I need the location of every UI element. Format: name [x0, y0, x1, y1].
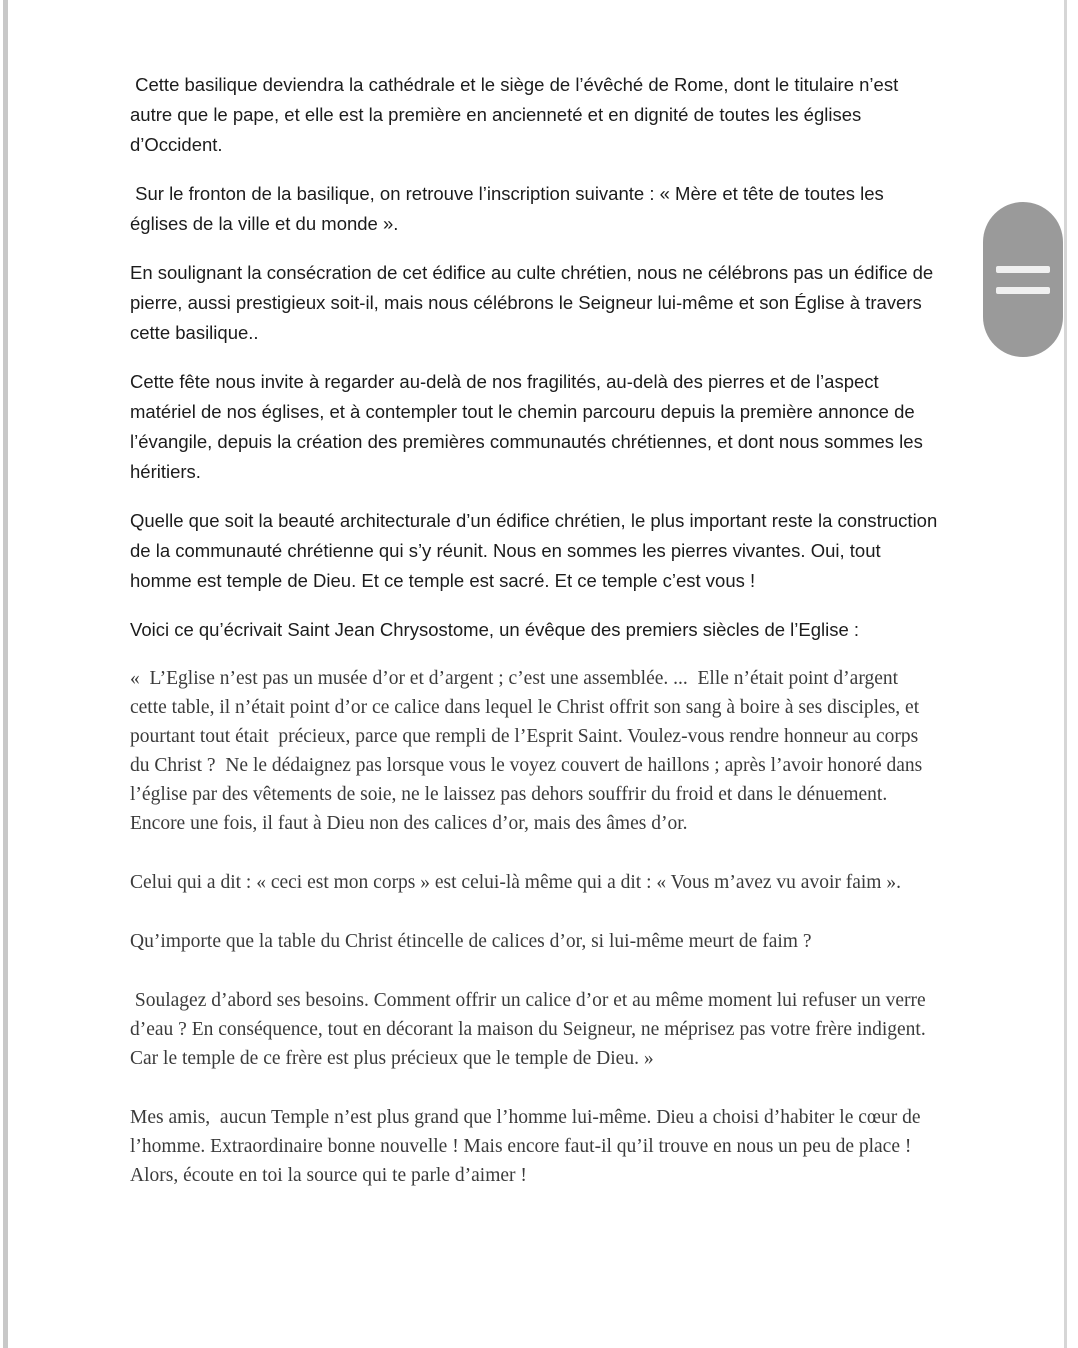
paragraph: Mes amis, aucun Temple n’est plus grand que l’homme lui-même. Dieu a choisi d’habiter le cœur de l’homme. Extraordinaire bonne nouvelle ! Mais encore faut-il qu’il trouve en nous un peu de place ! Alors, écoute en toi la source qui te parle d’aimer ! — [130, 1107, 926, 1186]
grip-line-icon — [996, 266, 1050, 273]
grip-line-icon — [996, 287, 1050, 294]
paragraph: « L’Eglise n’est pas un musée d’or et d’argent ; c’est une assemblée. ... Elle n’était point d’argent cette table, il n’était point d’or ce calice dans lequel le Christ offrit son sang à boire à ses disciples, et pourtant tout était précieux, parce que rempli de l’Esprit Saint. Voulez-vous rendre honneur au corps du Christ ? Ne le dédaignez pas lorsque vous le voyez couvert de haillons ; après l’avoir honoré dans l’église par des vêtements de soie, ne le laissez pas dehors souffrir du froid et dans le dénuement. Encore une fois, il faut à Dieu non des calices d’or, mais des âmes d’or. — [130, 668, 928, 834]
paragraph: En soulignant la consécration de cet édifice au culte chrétien, nous ne célébrons pas un édifice de pierre, aussi prestigieux soit-il, mais nous célébrons le Seigneur lui-même et son Église à travers cette basilique.. — [130, 262, 939, 343]
paragraph: Cette fête nous invite à regarder au-delà de nos fragilités, au-delà des pierres et de l’aspect matériel de nos églises, et à contempler tout le chemin parcouru depuis la première annonce de l’évangile, depuis la création des premières communautés chrétiennes, et dont nous sommes les héritiers. — [130, 371, 928, 482]
paragraph: Sur le fronton de la basilique, on retrouve l’inscription suivante : « Mère et tête de toutes les églises de la ville et du monde ». — [130, 183, 889, 234]
paragraph: Soulagez d’abord ses besoins. Comment offrir un calice d’or et au même moment lui refuser un verre d’eau ? En conséquence, tout en décorant la maison du Seigneur, ne méprisez pas votre frère indigent. Car le temple de ce frère est plus précieux que le temple de Dieu. » — [130, 990, 931, 1069]
scroll-handle[interactable] — [983, 202, 1063, 357]
paragraph: Qu’importe que la table du Christ étincelle de calices d’or, si lui-même meurt de faim ? — [130, 931, 812, 952]
paragraph: Quelle que soit la beauté architecturale d’un édifice chrétien, le plus important reste la construction de la communauté chrétienne qui s’y réunit. Nous en sommes les pierres vivantes. Oui, tout homme est temple de Dieu. Et ce temple est sacré. Et ce temple c’est vous ! — [130, 510, 943, 591]
paragraph: Cette basilique deviendra la cathédrale et le siège de l’évêché de Rome, dont le titulaire n’est autre que le pape, et elle est la première en ancienneté et en dignité de toutes les églises d’Occident. — [130, 74, 904, 155]
right-edge-line — [1064, 0, 1067, 1348]
left-edge-bar — [3, 0, 8, 1348]
paragraph: Celui qui a dit : « ceci est mon corps » est celui-là même qui a dit : « Vous m’avez vu avoir faim ». — [130, 872, 901, 893]
paragraph: Voici ce qu’écrivait Saint Jean Chrysostome, un évêque des premiers siècles de l’Eglise : — [130, 619, 860, 640]
document-body — [130, 70, 943, 1220]
